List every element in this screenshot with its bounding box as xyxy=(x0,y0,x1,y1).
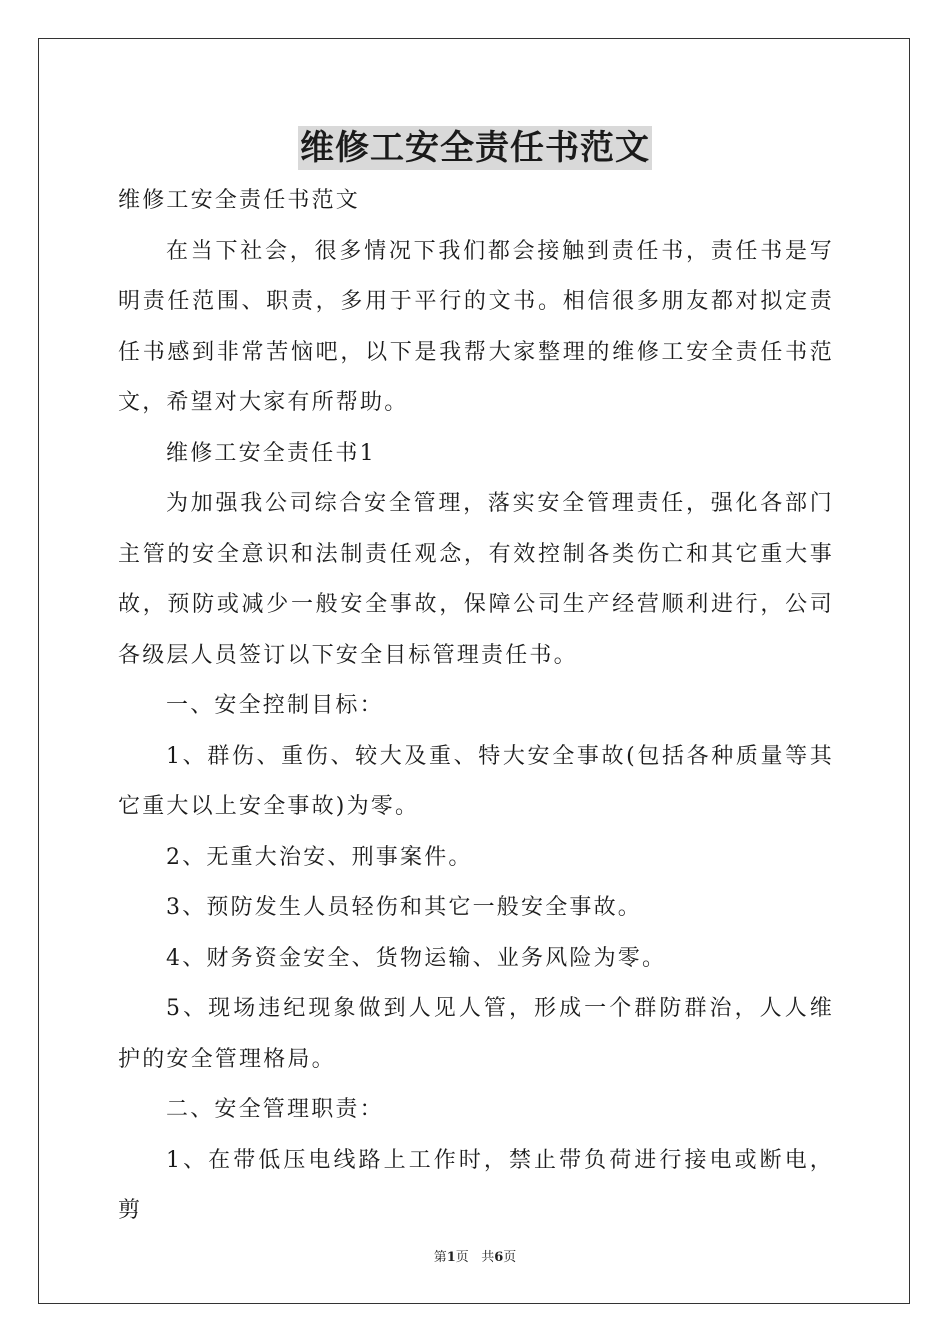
paragraph: 二、安全管理职责： xyxy=(166,1097,384,1122)
paragraph: 一、安全控制目标： xyxy=(166,693,384,718)
page-number: 1 xyxy=(446,1250,456,1265)
paragraph: 1、在带低压电线路上工作时，禁止带负荷进行接电或断电，剪 xyxy=(118,1147,834,1223)
paragraph: 在当下社会，很多情况下我们都会接触到责任书，责任书是写明责任范围、职责，多用于平行的文书。相信很多朋友都对拟定责任书感到非常苦恼吧，以下是我帮大家整理的维修工安全责任书范文，希望对大家有所帮助。 xyxy=(118,238,834,415)
paragraph: 为加强我公司综合安全管理，落实安全管理责任，强化各部门主管的安全意识和法制责任观念，有效控制各类伤亡和其它重大事故，预防或减少一般安全事故，保障公司生产经营顺利进行，公司各级层人员签订以下安全目标管理责任书。 xyxy=(118,491,834,668)
paragraph: 维修工安全责任书范文 xyxy=(118,188,361,213)
paragraph: 维修工安全责任书1 xyxy=(166,440,376,466)
document-title: 维修工安全责任书范文 xyxy=(300,128,650,168)
page-prefix: 第 xyxy=(433,1250,447,1265)
paragraph: 2、无重大治安、刑事案件。 xyxy=(166,844,473,870)
total-pages: 6 xyxy=(494,1250,504,1265)
total-prefix: 共 xyxy=(481,1250,495,1265)
total-suffix: 页 xyxy=(503,1250,517,1265)
page-suffix: 页 xyxy=(455,1250,469,1265)
page-footer xyxy=(0,1246,950,1265)
paragraph: 1、群伤、重伤、较大及重、特大安全事故(包括各种质量等其它重大以上安全事故)为零。 xyxy=(118,743,834,819)
paragraph: 3、预防发生人员轻伤和其它一般安全事故。 xyxy=(166,895,642,920)
title-container xyxy=(0,126,950,170)
paragraph: 5、现场违纪现象做到人见人管，形成一个群防群治，人人维护的安全管理格局。 xyxy=(118,996,834,1072)
paragraph: 4、财务资金安全、货物运输、业务风险为零。 xyxy=(166,945,667,971)
document-body xyxy=(118,176,834,1237)
